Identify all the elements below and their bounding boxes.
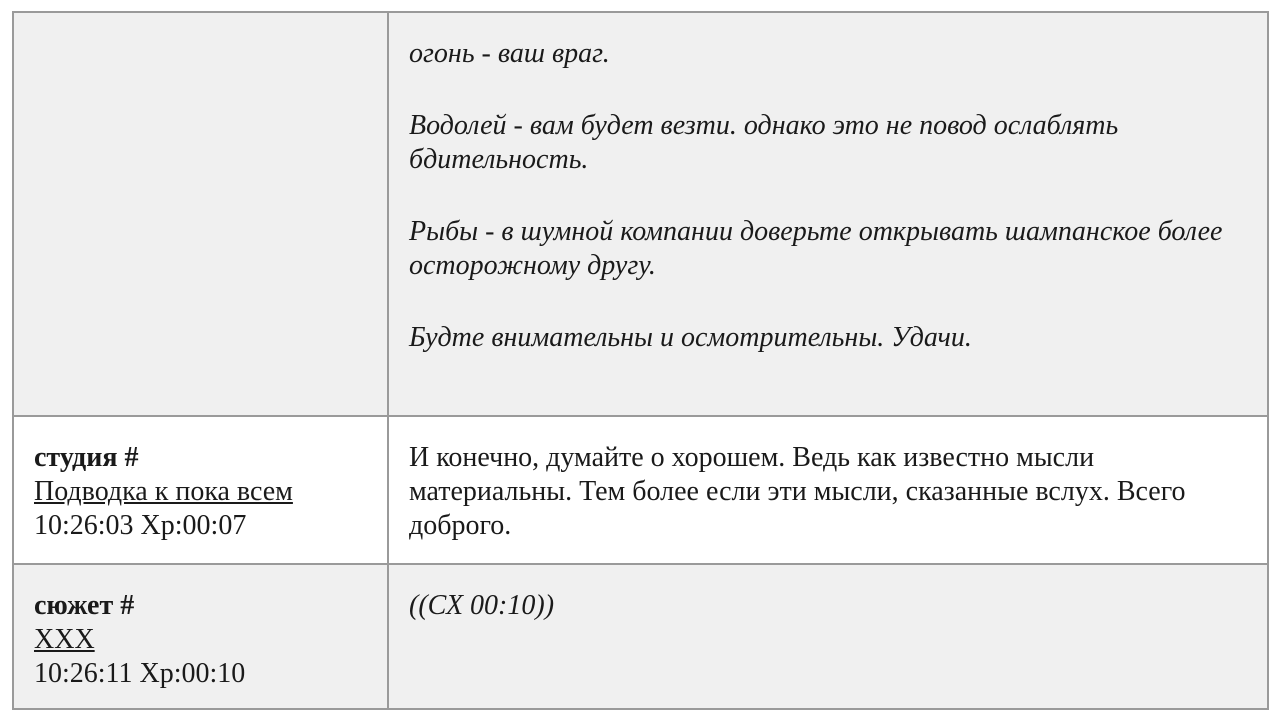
segment-title: Подводка к пока всем <box>34 476 293 507</box>
meta-cell <box>13 564 388 709</box>
text-cell <box>388 416 1268 564</box>
paragraph: огонь - ваш враг. <box>409 38 610 69</box>
meta-cell <box>13 12 388 416</box>
segment-time: 10:26:03 Хр:00:07 <box>34 510 247 541</box>
text-cell <box>388 564 1268 709</box>
paragraph: Будте внимательны и осмотрительны. Удачи. <box>409 322 972 353</box>
meta-cell <box>13 416 388 564</box>
paragraph: И конечно, думайте о хорошем. Ведь как известно мысли материальны. Тем более если эти мысли, сказанные вслух. Всего доброго. <box>409 442 1186 541</box>
text-cell <box>388 12 1268 416</box>
segment-type: студия # <box>34 442 139 473</box>
paragraph: Рыбы - в шумной компании доверьте открывать шампанское более осторожному другу. <box>409 216 1223 281</box>
segment-title: ХХХ <box>34 624 95 655</box>
segment-type: сюжет # <box>34 590 135 621</box>
segment-time: 10:26:11 Хр:00:10 <box>34 658 246 689</box>
script-row <box>13 564 1268 709</box>
script-row <box>13 12 1268 416</box>
paragraph: Водолей - вам будет везти. однако это не повод ослаблять бдительность. <box>409 110 1119 175</box>
paragraph: ((СХ 00:10)) <box>409 590 555 621</box>
script-table <box>12 11 1269 710</box>
script-row <box>13 416 1268 564</box>
